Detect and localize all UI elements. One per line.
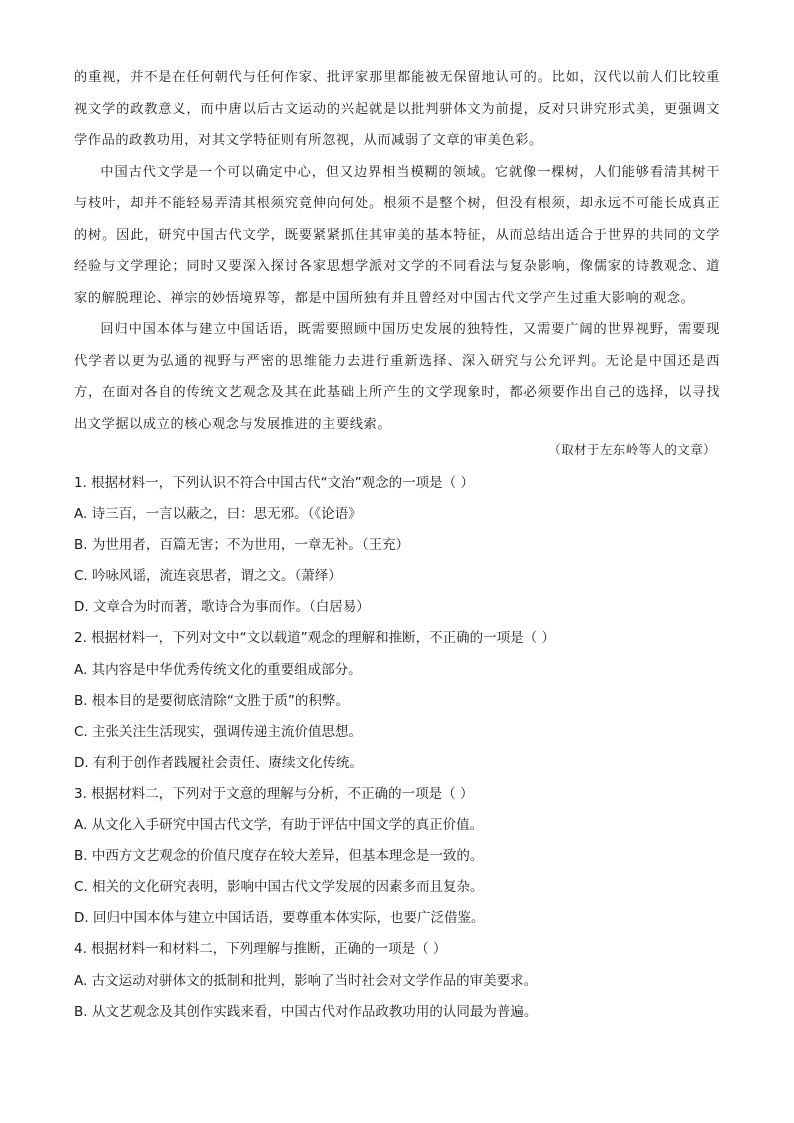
answer-option: C. 主张关注生活现实，强调传递主流价值思想。 [74, 723, 363, 740]
answer-option: D. 有利于创作者践履社会责任、赓续文化传统。 [74, 754, 363, 771]
question-stem: 2. 根据材料一，下列对文中“文以载道”观念的理解和推断，不正确的一项是（ ） [74, 630, 555, 647]
answer-option: A. 其内容是中华优秀传统文化的重要组成部分。 [74, 661, 362, 678]
answer-option: A. 从文化入手研究中国古代文学，有助于评估中国文学的真正价值。 [74, 817, 484, 834]
answer-option: C. 相关的文化研究表明，影响中国古代文学发展的因素多而且复杂。 [74, 879, 484, 896]
reading-passage [74, 62, 720, 440]
answer-option: B. 中西方文艺观念的价值尺度存在较大差异，但基本理念是一致的。 [74, 848, 484, 865]
answer-option: A. 诗三百，一言以蔽之，曰：思无邪。（《论语》 [74, 506, 362, 523]
passage-paragraph: 回归中国本体与建立中国话语，既需要照顾中国历史发展的独特性，又需要广阔的世界视野，需要现代学者以更为弘通的视野与严密的思维能力去进行重新选择、深入研究与公允评判。无论是中国还是西方，在面对各自的传统文艺观念及其在此基础上所产生的文学现象时，都必须要作出自己的选择，以寻找出文学据以成立的核心观念与发展推进的主要线索。 [74, 322, 720, 432]
answer-option: D. 回归中国本体与建立中国话语，要尊重本体实际，也要广泛借鉴。 [74, 910, 485, 927]
answer-option: B. 根本目的是要彻底清除“文胜于质”的积弊。 [74, 692, 349, 709]
passage-paragraph: 的重视，并不是在任何朝代与任何作家、批评家那里都能被无保留地认可的。比如，汉代以前人们比较重视文学的政教意义，而中唐以后古文运动的兴起就是以批判骈体文为前提，反对只讲究形式美，更强调文学作品的政教功用，对其文学特征则有所忽视，从而减弱了文章的审美色彩。 [74, 70, 720, 148]
question-stem: 3. 根据材料二，下列对于文意的理解与分析，不正确的一项是（ ） [74, 785, 474, 802]
answer-option: A. 古文运动对骈体文的抵制和批判，影响了当时社会对文学作品的审美要求。 [74, 972, 538, 989]
answer-option: B. 从文艺观念及其创作实践来看，中国古代对作品政教功用的认同最为普遍。 [74, 1003, 538, 1020]
question-list [74, 468, 720, 1028]
question-stem: 1. 根据材料一，下列认识不符合中国古代“文治”观念的一项是（ ） [74, 475, 474, 491]
source-attribution: （取材于左东岭等人的文章） [548, 442, 716, 457]
answer-option: B. 为世用者，百篇无害；不为世用，一章无补。（王充） [74, 537, 410, 554]
question-stem: 4. 根据材料一和材料二，下列理解与推断，正确的一项是（ ） [74, 941, 447, 958]
answer-option: D. 文章合为时而著，歌诗合为事而作。（白居易） [74, 599, 370, 616]
passage-paragraph: 中国古代文学是一个可以确定中心，但又边界相当模糊的领域。它就像一棵树，人们能够看清其树干与枝叶，却并不能轻易弄清其根须究竟伸向何处。根须不是整个树，但没有根须，却永远不可能长成真正的树。因此，研究中国古代文学，既要紧紧抓住其审美的基本特征，从而总结出适合于世界的共同的文学经验与文学理论；同时又要深入探讨各家思想学派对文学的不同看法与复杂影响，像儒家的诗教观念、道家的解脱理论、禅宗的妙悟境界等，都是中国所独有并且曾经对中国古代文学产生过重大影响的观念。 [74, 164, 720, 306]
answer-option: C. 吟咏风谣，流连哀思者，谓之文。（萧绎） [74, 568, 342, 585]
